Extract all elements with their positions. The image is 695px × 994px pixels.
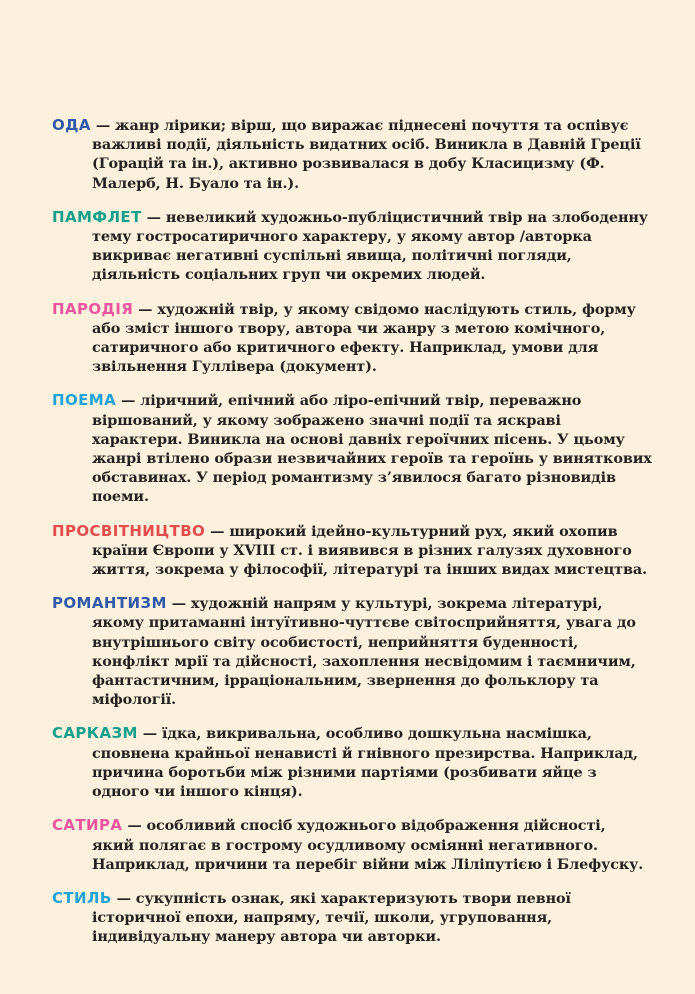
glossary-entry-prosvitnytstvo bbox=[52, 522, 652, 580]
glossary-entry-styl bbox=[52, 889, 652, 947]
term-prosvitnytstvo: ПРОСВІТНИЦТВО bbox=[52, 521, 206, 540]
glossary-entry-parodiia bbox=[52, 300, 652, 377]
definition-parodiia: — художній твір, у якому свідомо наслідують стиль, форму або зміст іншого твору, автора чи жанру з метою комічного, сатиричного або критичного ефекту. Наприклад, умови для звільнення Гуллівера (документ). bbox=[92, 300, 636, 376]
term-romantyzm: РОМАНТИЗМ bbox=[52, 594, 167, 613]
term-sarkazm: САРКАЗМ bbox=[52, 724, 138, 743]
glossary-entry-pamflet bbox=[52, 208, 652, 285]
term-oda: ОДА bbox=[52, 116, 91, 134]
glossary-entry-oda bbox=[52, 116, 652, 193]
term-satyra: САТИРА bbox=[52, 816, 123, 835]
glossary bbox=[52, 116, 652, 962]
definition-oda: — жанр лірики; вірш, що виражає піднесені почуття та оспівує важливі події, діяльність видатних осіб. Виникла в Давній Греції (Горацій та ін.), активно розвивалася в добу Класицизму (Ф. Малерб, Н. Буало та ін.). bbox=[90, 117, 641, 192]
definition-satyra: — особливий спосіб художнього відображення дійсності, який полягає в гострому осудливому осміянні негативного. Наприклад, причини та перебіг війни між Ліліпутією і Блефуску. bbox=[92, 817, 644, 873]
term-pamflet: ПАМФЛЕТ bbox=[52, 207, 142, 226]
term-parodiia: ПАРОДІЯ bbox=[52, 299, 134, 318]
glossary-entry-satyra bbox=[52, 816, 652, 874]
glossary-entry-sarkazm bbox=[52, 724, 652, 801]
definition-poema: — ліричний, епічний або ліро-епічний твір, переважно віршований, у якому зображено значні події та яскраві характери. Виникла на основі давніх героїчних пісень. У цьому жанрі втілено образи незвичайних героїв та героїнь у виняткових обставинах. У період романтизму з’явилося багато різновидів поеми. bbox=[92, 392, 652, 506]
term-poema: ПОЕМА bbox=[52, 391, 117, 410]
glossary-entry-romantyzm bbox=[52, 594, 652, 709]
definition-prosvitnytstvo: — широкий ідейно-культурний рух, який охопив країни Європи у XVIII ст. і виявився в різних галузях духовного життя, зокрема у філософії, літературі та інших видах мистецтва. bbox=[92, 522, 648, 579]
definition-pamflet: — невеликий художньо-публіцистичний твір на злободенну тему гостросатиричного характеру, у якому автор /авторка викриває негативні суспільні явища, політичні погляди, діяльність соціальних груп чи окремих людей. bbox=[92, 208, 648, 284]
glossary-entry-poema bbox=[52, 391, 652, 506]
definition-styl: — сукупність ознак, які характеризують твори певної історичної епохи, напряму, течії, школи, угруповання, індивідуальну манеру автора чи авторки. bbox=[92, 889, 571, 946]
term-styl: СТИЛЬ bbox=[52, 888, 112, 907]
definition-sarkazm: — їдка, викривальна, особливо дошкульна насмішка, сповнена крайньої ненависті й гнівного презирства. Наприклад, причина боротьби між різними партіями (розбивати яйце з одного чи іншого кінця). bbox=[92, 725, 638, 801]
definition-romantyzm: — художній напрям у культурі, зокрема літературі, якому притаманні інтуїтивно-чуттєве світосприйняття, увага до внутрішнього світу особистості, неприйняття буденності, конфлікт мрії та дійсності, захоплення несвідомим і таємничим, фантастичним, ірраціональним, звернення до фольклору та міфології. bbox=[92, 595, 636, 709]
